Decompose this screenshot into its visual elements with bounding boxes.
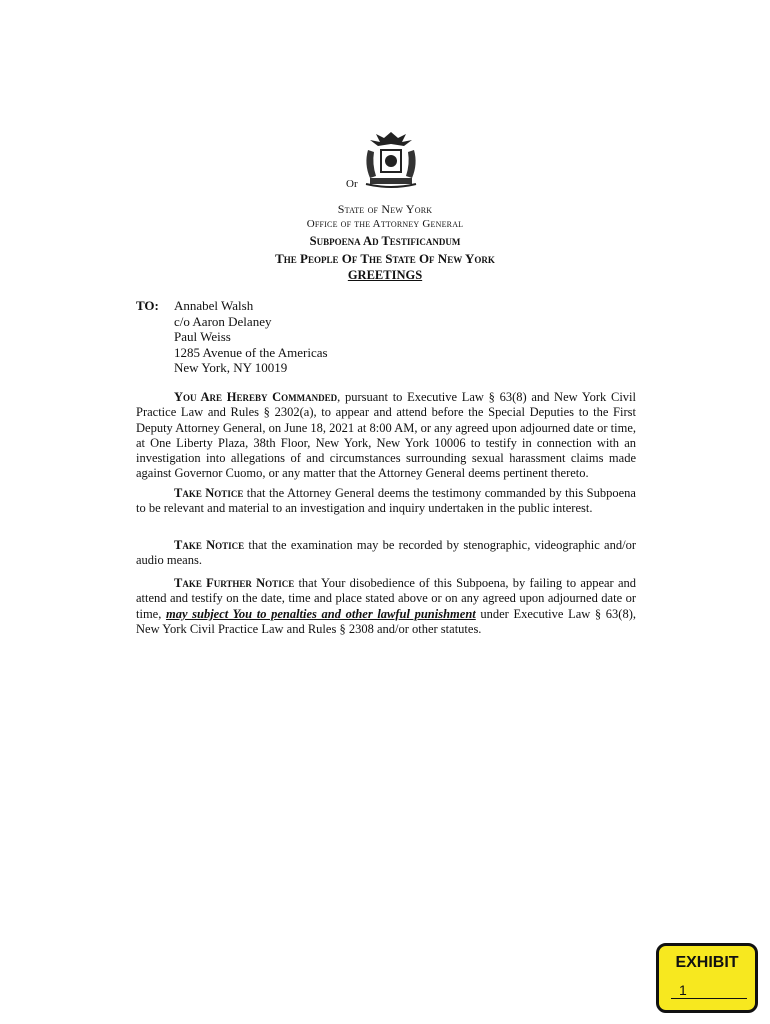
exhibit-title: EXHIBIT — [675, 954, 739, 971]
paragraph-notice-recording — [136, 538, 636, 569]
recipient-label: TO: — [136, 298, 159, 313]
paragraph-text: that Your disobedience of this Subpoena, by failing to appear and attend and testify on the date, time and place stated above or on any agreed upon adjourned date or time, — [136, 576, 637, 621]
paragraph-text: under Executive Law § 63(8), New York Civil Practice Law and Rules § 2308 and/or other statutes. — [136, 606, 636, 636]
exhibit-sticker — [656, 943, 758, 1013]
ny-state-seal-icon — [356, 128, 426, 190]
header-subpoena-title: Subpoena Ad Testificandum — [309, 234, 461, 248]
recipient-line: Annabel Walsh — [174, 298, 254, 313]
header-office: Office of the Attorney General — [306, 218, 464, 230]
header-people: The People Of The State Of New York — [275, 251, 495, 266]
recipient-line: c/o Aaron Delaney — [174, 313, 272, 329]
paragraph-text: that the examination may be recorded by stenographic, videographic and/or audio means. — [136, 538, 636, 568]
exhibit-number: 1 — [679, 982, 687, 998]
recipient-line: New York, NY 10019 — [174, 360, 288, 375]
header-greetings: GREETINGS — [347, 268, 423, 282]
recipient-address — [174, 298, 328, 376]
recipient-line: Paul Weiss — [174, 329, 231, 344]
penalty-emphasis: may subject You to penalties and other lawful punishment — [165, 606, 476, 621]
paragraph-command — [136, 390, 636, 482]
paragraph-lead: Take Notice — [174, 538, 245, 552]
recipient-line: 1285 Avenue of the Americas — [174, 344, 328, 360]
paragraph-lead: Take Further Notice — [174, 576, 295, 590]
paragraph-text: , pursuant to Executive Law § 63(8) and New York Civil Practice Law and Rules § 2302(a), to appear and attend before the Special Deputies to the First Deputy Attorney General, on June 18, 2021 at 8:00 AM, or any agreed upon adjourned date or time, at One Liberty Plaza, 38th Floor, New York, New York 10006 to testify in connection with an investigation into allegations of and circumstances surrounding sexual harassment claims made against Governor Cuomo, or any matter that the Attorney General deems pertinent thereto. — [136, 390, 636, 481]
paragraph-lead: Take Notice — [174, 486, 244, 500]
paragraph-lead: You Are Hereby Commanded — [174, 390, 338, 404]
exhibit-underline — [671, 998, 747, 999]
header-state: State of New York — [337, 202, 433, 216]
seal-mark-text: Or — [346, 178, 358, 190]
paragraph-notice-relevance — [136, 486, 636, 517]
paragraph-text: that the Attorney General deems the testimony commanded by this Subpoena to be relevant and material to an investigation and inquiry undertaken in the public interest. — [136, 486, 636, 516]
paragraph-further-notice — [136, 576, 636, 637]
